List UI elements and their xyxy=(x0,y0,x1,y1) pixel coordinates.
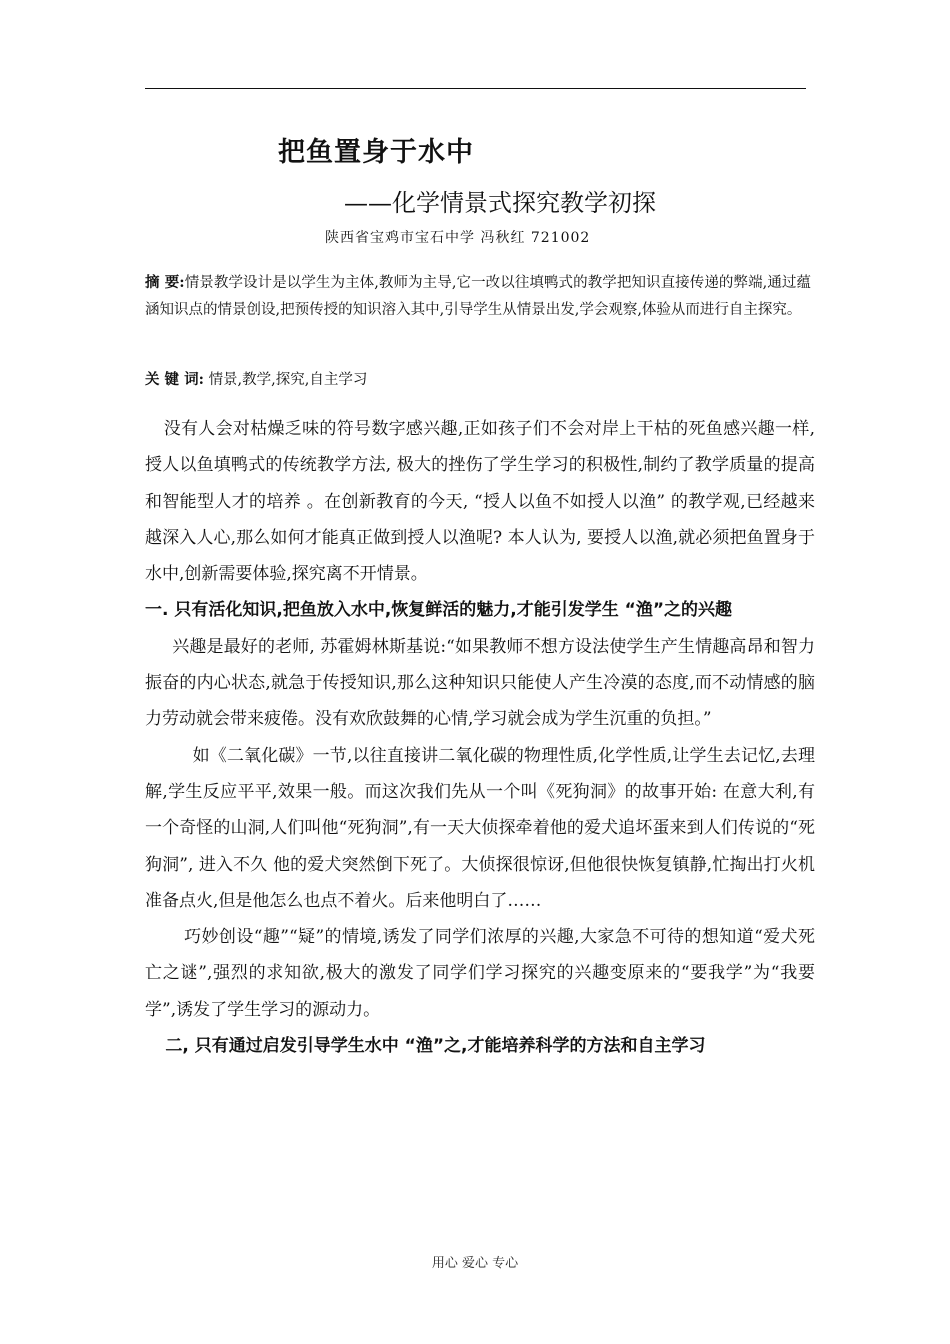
keywords-label: 关 键 词: xyxy=(145,371,204,388)
article-body xyxy=(145,411,815,1064)
section1-paragraph-1: 兴趣是最好的老师, 苏霍姆林斯基说:“如果教师不想方设法使学生产生情趣高昂和智力振奋的内心状态,就急于传授知识,那么这种知识只能使人产生冷漠的态度,而不动情感的脑力劳动就会带来疲倦。没有欢欣鼓舞的心情,学习就会成为学生沉重的负担。” xyxy=(145,636,815,730)
section1-heading: 一. 只有活化知识,把鱼放入水中,恢复鲜活的魅力,才能引发学生 “渔”之的兴趣 xyxy=(145,600,733,621)
page-subtitle: ——化学情景式探究教学初探 xyxy=(344,189,656,217)
keywords xyxy=(145,368,367,389)
section1-paragraph-2: 如《二氧化碳》一节,以往直接讲二氧化碳的物理性质,化学性质,让学生去记忆,去理解,学生反应平平,效果一般。而这次我们先从一个叫《死狗洞》的故事开始: 在意大利,有一个奇怪的山洞,人们叫他“死狗洞”,有一天大侦探牵着他的爱犬追坏蛋来到人们传说的“死狗洞”, 进入不久 他的爱犬突然倒下死了。大侦探很惊讶,但他很快恢复镇静,忙掏出打火机准备点火,但是他怎么也点不着火。后来他明白了…… xyxy=(145,745,815,911)
section2-heading: 二, 只有通过启发引导学生水中 “渔”之,才能培养科学的方法和自主学习 xyxy=(165,1036,706,1057)
section1-paragraph-3: 巧妙创设“趣”“疑”的情境,诱发了同学们浓厚的兴趣,大家急不可待的想知道“爱犬死亡之谜”,强烈的求知欲,极大的激发了同学们学习探究的兴趣变原来的“要我学”为“我要学”,诱发了学生学习的源动力。 xyxy=(145,927,815,1020)
abstract-text: 情景教学设计是以学生为主体,教师为主导,它一改以往填鸭式的教学把知识直接传递的弊端,通过蕴涵知识点的情景创设,把预传授的知识溶入其中,引导学生从情景出发,学会观察,体验从而进行自主探究。 xyxy=(145,275,811,318)
abstract xyxy=(145,269,811,324)
page-footer: 用心 爱心 专心 xyxy=(431,1256,519,1271)
author-line: 陕西省宝鸡市宝石中学 冯秋红 721002 xyxy=(325,230,591,246)
abstract-label: 摘 要: xyxy=(145,274,185,291)
intro-paragraph: 没有人会对枯燥乏味的符号数字感兴趣,正如孩子们不会对岸上干枯的死鱼感兴趣一样,授人以鱼填鸭式的传统教学方法, 极大的挫伤了学生学习的积极性,制约了教学质量的提高和智能型人才的培养 。在创新教育的今天, “授人以鱼不如授人以渔” 的教学观,已经越来越深入人心,那么如何才能真正做到授人以渔呢? 本人认为, 要授人以渔,就必须把鱼置身于水中,创新需要体验,探究离不开情景。 xyxy=(145,419,815,585)
header-rule xyxy=(145,88,806,89)
page-title: 把鱼置身于水中 xyxy=(278,137,474,168)
keywords-text: 情景,教学,探究,自主学习 xyxy=(208,372,368,388)
